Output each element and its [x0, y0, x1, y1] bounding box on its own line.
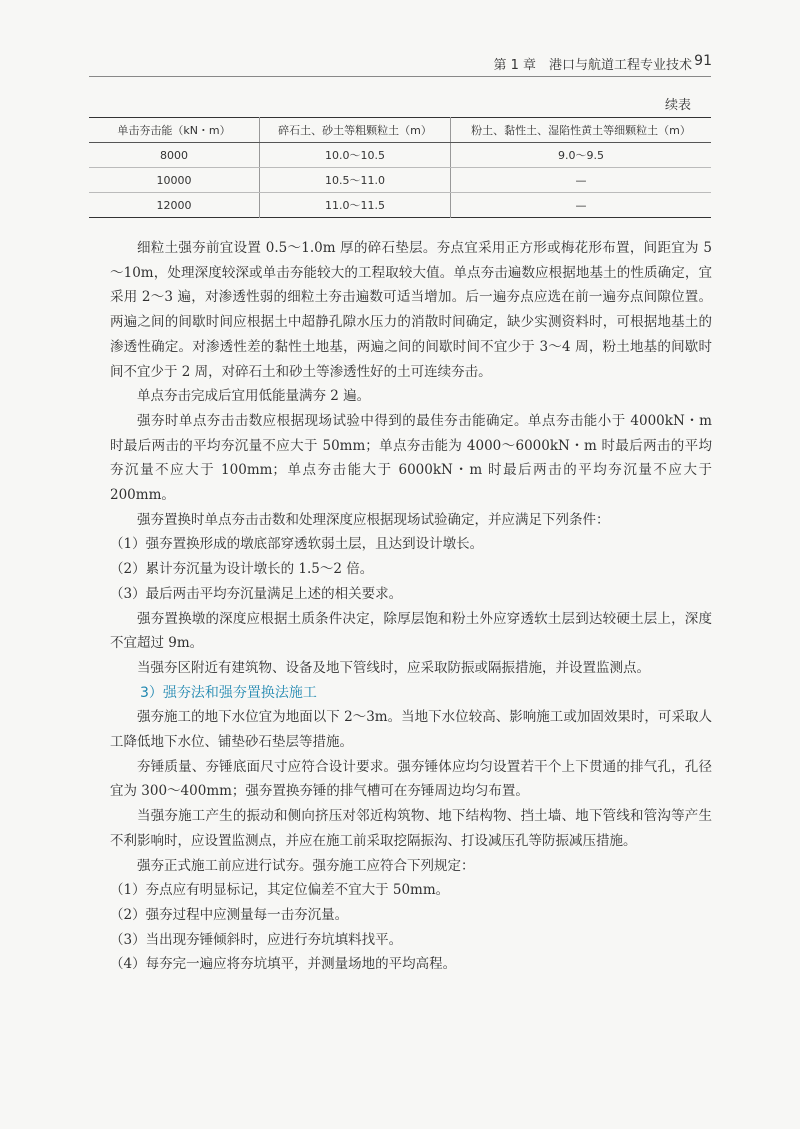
paragraph: 细粒土强夯前宜设置 0.5～1.0m 厚的碎石垫层。夯点宜采用正方形或梅花形布置，间距宜为 5～10m，处理深度较深或单击夯能较大的工程取较大值。单点夯击遍数应根据地基土的性质确定，宜采用 2～3 遍，对渗透性弱的细粒土夯击遍数可适当增加。后一遍夯点应选在前一遍夯点间隙位置。两遍之间的间歇时间应根据土中超静孔隙水压力的消散时间确定，缺少实测资料时，可根据地基土的渗透性确定。对渗透性差的黏性土地基，两遍之间的间歇时间不宜少于 3～4 周，粉土地基的间歇时间不宜少于 2 周，对碎石土和砂土等渗透性好的土可连续夯击。 [110, 240, 712, 380]
chapter-title: 第 1 章 港口与航道工程专业技术 [493, 58, 692, 73]
body-text [110, 236, 712, 977]
table-cell: 11.0～11.5 [260, 193, 451, 218]
paragraph: 当强夯区附近有建筑物、设备及地下管线时，应采取防振或隔振措施，并设置监测点。 [137, 659, 650, 676]
paragraph: 当强夯施工产生的振动和侧向挤压对邻近构筑物、地下结构物、挡土墙、地下管线和管沟等产生不利影响时，应设置监测点，并应在施工前采取挖隔振沟、打设减压孔等防振减压措施。 [110, 808, 712, 849]
table-row [89, 143, 711, 168]
compaction-depth-table [89, 117, 711, 218]
paragraph: 夯锤质量、夯锤底面尺寸应符合设计要求。强夯锤体应均匀设置若干个上下贯通的排气孔，孔径宜为 300～400mm；强夯置换夯锤的排气槽可在夯锤周边均匀布置。 [110, 758, 712, 800]
table-header-row [89, 118, 711, 143]
header-divider [89, 76, 711, 77]
table-continued-label: 续表 [664, 98, 691, 113]
list-item: （3）最后两击平均夯沉量满足上述的相关要求。 [110, 585, 403, 602]
table-cell: 10000 [89, 168, 260, 193]
paragraph: 强夯置换墩的深度应根据土质条件决定，除厚层饱和粉土外应穿透软土层到达较硬土层上，深度不宜超过 9m。 [110, 610, 712, 652]
table-cell: 9.0～9.5 [451, 143, 712, 168]
table-cell: 10.5～11.0 [260, 168, 451, 193]
table-row [89, 193, 711, 218]
column-header-coarse: 碎石土、砂土等粗颗粒土（m） [260, 118, 451, 143]
list-item: （2）强夯过程中应测量每一击夯沉量。 [110, 906, 349, 923]
list-item: （3）当出现夯锤倾斜时，应进行夯坑填料找平。 [110, 931, 403, 948]
paragraph: 强夯时单点夯击击数应根据现场试验中得到的最佳夯击能确定。单点夯击能小于 4000kN・m 时最后两击的平均夯沉量不应大于 50mm；单点夯击能为 4000～6000kN・m 时最后两击的平均夯沉量不应大于 100mm；单点夯击能大于 6000kN・m 时最后两击的平均夯沉量不应大于 200mm。 [110, 412, 712, 504]
page-number: 91 [694, 53, 712, 69]
paragraph: 强夯施工的地下水位宜为地面以下 2～3m。当地下水位较高、影响施工或加固效果时，可采取人工降低地下水位、铺垫砂石垫层等措施。 [110, 709, 712, 751]
column-header-energy: 单击夯击能（kN・m） [89, 118, 260, 143]
table-cell: — [451, 193, 712, 218]
list-item: （1）强夯置换形成的墩底部穿透软弱土层，且达到设计墩长。 [110, 536, 484, 553]
list-item: （4）每夯完一遍应将夯坑填平，并测量场地的平均高程。 [110, 956, 457, 973]
table-cell: — [451, 168, 712, 193]
paragraph: 强夯正式施工前应进行试夯。强夯施工应符合下列规定： [137, 857, 475, 874]
section-heading: 3）强夯法和强夯置换法施工 [140, 684, 317, 701]
paragraph: 强夯置换时单点夯击击数和处理深度应根据现场试验确定，并应满足下列条件： [137, 511, 610, 528]
list-item: （1）夯点应有明显标记，其定位偏差不宜大于 50mm。 [110, 882, 450, 899]
table-row [89, 168, 711, 193]
table-cell: 8000 [89, 143, 260, 168]
table-cell: 12000 [156, 198, 192, 212]
list-item: （2）累计夯沉量为设计墩长的 1.5～2 倍。 [110, 561, 374, 578]
table-cell: 10.0～10.5 [260, 143, 451, 168]
column-header-fine: 粉土、黏性土、湿陷性黄土等细颗粒土（m） [451, 118, 712, 143]
paragraph: 单点夯击完成后宜用低能量满夯 2 遍。 [137, 388, 371, 405]
running-header [0, 52, 800, 74]
